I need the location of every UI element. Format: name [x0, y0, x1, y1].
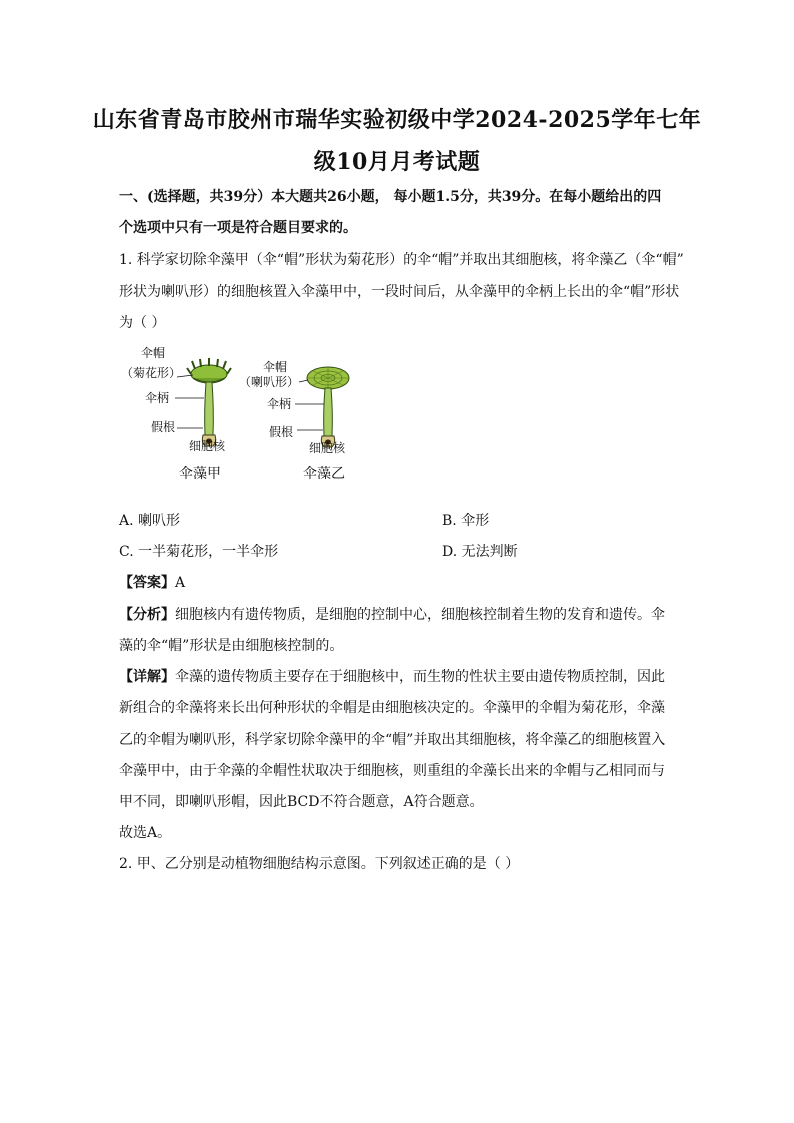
alga-b-rhizoid-label: 假根 — [269, 425, 294, 439]
analysis-tag: 【分析】 — [119, 607, 175, 623]
q1-option-d[interactable]: D. 无法判断 — [442, 544, 518, 560]
alga-b-stalk — [324, 388, 333, 436]
title-line-1: 山东省青岛市胶州市瑞华实验初级中学2024-2025学年七年 — [92, 107, 702, 133]
alga-a-cap-label: 伞帽 — [141, 346, 166, 360]
q1-conclusion: 故选A。 — [119, 825, 172, 841]
q1-stem-line-2: 形状为喇叭形）的细胞核置入伞藻甲中，一段时间后，从伞藻甲的伞柄上长出的伞“帽”形状 — [119, 284, 680, 300]
acetabularia-figure — [115, 340, 375, 490]
q1-analysis-line-2: 藻的伞“帽”形状是由细胞核控制的。 — [119, 638, 344, 654]
alga-a-stalk — [205, 382, 214, 435]
q1-detail-line-4: 伞藻甲中，由于伞藻的伞帽性状取决于细胞核，则重组的伞藻长出来的伞帽与乙相同而与 — [119, 763, 665, 779]
q1-option-c[interactable]: C. 一半菊花形，一半伞形 — [119, 544, 279, 560]
q2-stem: 2. 甲、乙分别是动植物细胞结构示意图。下列叙述正确的是（ ） — [119, 856, 520, 872]
q1-answer — [119, 572, 185, 592]
alga-b-cap-shape: （喇叭形） — [239, 375, 300, 389]
q1-option-a[interactable]: A. 喇叭形 — [119, 513, 181, 529]
alga-a-illustration — [121, 345, 231, 482]
alga-b-cap-label: 伞帽 — [263, 360, 288, 374]
alga-a-rhizoid-label: 假根 — [151, 420, 176, 434]
alga-a-cap-shape: （菊花形） — [121, 366, 182, 380]
section-line-1: 一、(选择题，共39分）本大题共26小题， 每小题1.5分，共39分。在每小题给出的四 — [119, 189, 662, 205]
alga-a-nucleus-label: 细胞核 — [189, 439, 226, 453]
answer-tag: 【答案】 — [119, 575, 175, 591]
detail-tag: 【详解】 — [119, 669, 175, 685]
answer-value: A — [175, 575, 186, 591]
section-line-2: 个选项中只有一项是符合题目要求的。 — [119, 220, 357, 236]
q1-option-b[interactable]: B. 伞形 — [442, 513, 490, 529]
q1-stem-line-1: 1. 科学家切除伞藻甲（伞“帽”形状为菊花形）的伞“帽”并取出其细胞核，将伞藻乙（伞“帽” — [119, 252, 684, 268]
alga-b-caption: 伞藻乙 — [303, 466, 345, 482]
q1-detail-line-5: 甲不同，即喇叭形帽，因此BCD不符合题意，A符合题意。 — [119, 794, 484, 810]
q1-stem-line-3: 为（ ） — [119, 315, 166, 331]
alga-b-nucleus-label: 细胞核 — [309, 441, 346, 455]
q1-detail-line-1 — [119, 666, 665, 686]
alga-a-caption: 伞藻甲 — [179, 466, 221, 482]
detail-text-1: 伞藻的遗传物质主要存在于细胞核中，而生物的性状主要由遗传物质控制，因此 — [175, 669, 665, 685]
alga-b-stalk-label: 伞柄 — [267, 397, 292, 411]
q1-analysis-line-1 — [119, 604, 665, 624]
alga-b-illustration — [239, 359, 349, 482]
q1-detail-line-3: 乙的伞帽为喇叭形，科学家切除伞藻甲的伞“帽”并取出其细胞核，将伞藻乙的细胞核置入 — [119, 732, 666, 748]
analysis-text-1: 细胞核内有遗传物质，是细胞的控制中心，细胞核控制着生物的发育和遗传。伞 — [175, 607, 665, 623]
title-line-2: 级10月月考试题 — [313, 149, 481, 175]
trumpet-cap-icon — [307, 367, 349, 389]
alga-a-stalk-label: 伞柄 — [145, 391, 170, 405]
q1-detail-line-2: 新组合的伞藻将来长出何种形状的伞帽是由细胞核决定的。伞藻甲的伞帽为菊花形，伞藻 — [119, 700, 665, 716]
chrysanthemum-cap-icon — [187, 358, 231, 383]
